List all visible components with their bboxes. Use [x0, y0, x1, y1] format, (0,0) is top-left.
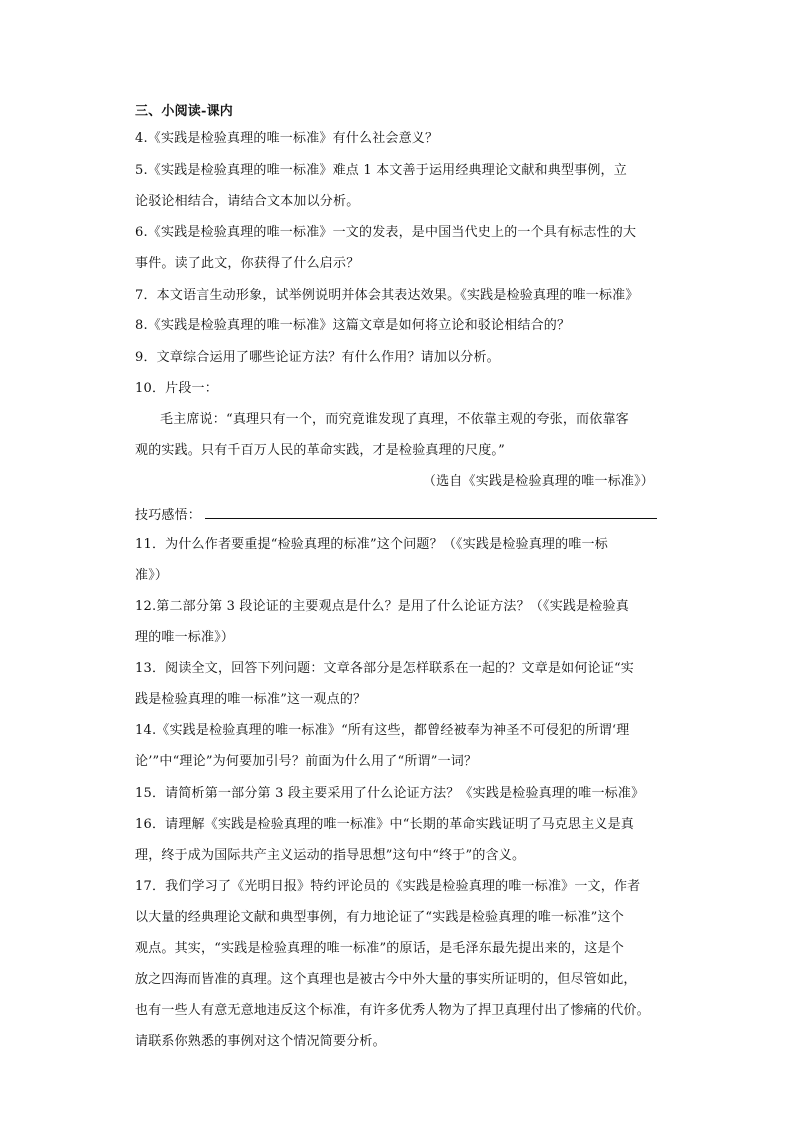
excerpt-source: （选自《实践是检验真理的唯一标准》） — [422, 474, 654, 489]
answer-blank-line[interactable] — [205, 506, 657, 519]
technique-insight-label: 技巧感悟： — [135, 508, 202, 523]
question-17-line-2: 以大量的经典理论文献和典型事例，有力地论证了“实践是检验真理的唯一标准”这个 — [135, 910, 624, 925]
question-12-line-2: 理的唯一标准》） — [135, 630, 235, 645]
question-6-line-2: 事件。读了此文，你获得了什么启示？ — [135, 256, 360, 271]
question-15: 15．请简析第一部分第 3 段主要采用了什么论证方法？《实践是检验真理的唯一标准》 — [135, 786, 645, 801]
question-7: 7．本文语言生动形象，试举例说明并体会其表达效果。《实践是检验真理的唯一标准》 — [135, 288, 639, 303]
excerpt-line-1: 毛主席说：“真理只有一个，而究竟谁发现了真理，不依靠主观的夸张，而依靠客 — [160, 412, 629, 427]
question-14-line-2: 论’”中“理论”为何要加引号？前面为什么用了“所谓”一词？ — [135, 754, 478, 769]
question-17-line-4: 放之四海而皆准的真理。这个真理也是被古今中外大量的事实所证明的，但尽管如此， — [135, 972, 637, 987]
question-5-line-1: 5.《实践是检验真理的唯一标准》难点 1 本文善于运用经典理论文献和典型事例，立 — [135, 163, 627, 178]
question-13-line-2: 践是检验真理的唯一标准”这一观点的？ — [135, 692, 367, 707]
question-10: 10．片段一： — [135, 381, 218, 396]
question-11-line-2: 准》） — [135, 568, 169, 583]
question-17-line-5: 也有一些人有意无意地违反这个标准，有许多优秀人物为了捍卫真理付出了惨痛的代价。 — [135, 1003, 650, 1018]
question-13-line-1: 13．阅读全文，回答下列问题：文章各部分是怎样联系在一起的？文章是如何论证“实 — [135, 661, 634, 676]
question-12-line-1: 12.第二部分第 3 段论证的主要观点是什么？是用了什么论证方法？（《实践是检验真 — [135, 599, 629, 614]
question-6-line-1: 6.《实践是检验真理的唯一标准》一文的发表，是中国当代史上的一个具有标志性的大 — [135, 225, 637, 240]
question-14-line-1: 14.《实践是检验真理的唯一标准》“所有这些，都曾经被奉为神圣不可侵犯的所谓‘理 — [135, 723, 630, 738]
section-heading: 三、小阅读-课内 — [135, 104, 233, 119]
question-8: 8.《实践是检验真理的唯一标准》这篇文章是如何将立论和驳论相结合的？ — [135, 318, 571, 333]
technique-insight-row — [135, 506, 657, 524]
question-5-line-2: 论驳论相结合，请结合文本加以分析。 — [135, 194, 360, 209]
question-4: 4.《实践是检验真理的唯一标准》有什么社会意义？ — [135, 131, 439, 146]
question-17-line-3: 观点。其实，“实践是检验真理的唯一标准”的原话，是毛泽东最先提出来的，这是个 — [135, 941, 624, 956]
question-11-line-1: 11．为什么作者要重提“检验真理的标准”这个问题？（《实践是检验真理的唯一标 — [135, 537, 608, 552]
question-9: 9．文章综合运用了哪些论证方法？有什么作用？请加以分析。 — [135, 350, 500, 365]
excerpt-line-2: 观的实践。只有千百万人民的革命实践，才是检验真理的尺度。” — [135, 443, 505, 458]
question-17-line-1: 17．我们学习了《光明日报》特约评论员的《实践是检验真理的唯一标准》一文，作者 — [135, 879, 641, 894]
question-17-line-6: 请联系你熟悉的事例对这个情况简要分析。 — [135, 1034, 386, 1049]
question-16-line-1: 16．请理解《实践是检验真理的唯一标准》中“长期的革命实践证明了马克思主义是真 — [135, 817, 634, 832]
question-16-line-2: 理，终于成为国际共产主义运动的指导思想”这句中“终于”的含义。 — [135, 848, 526, 863]
